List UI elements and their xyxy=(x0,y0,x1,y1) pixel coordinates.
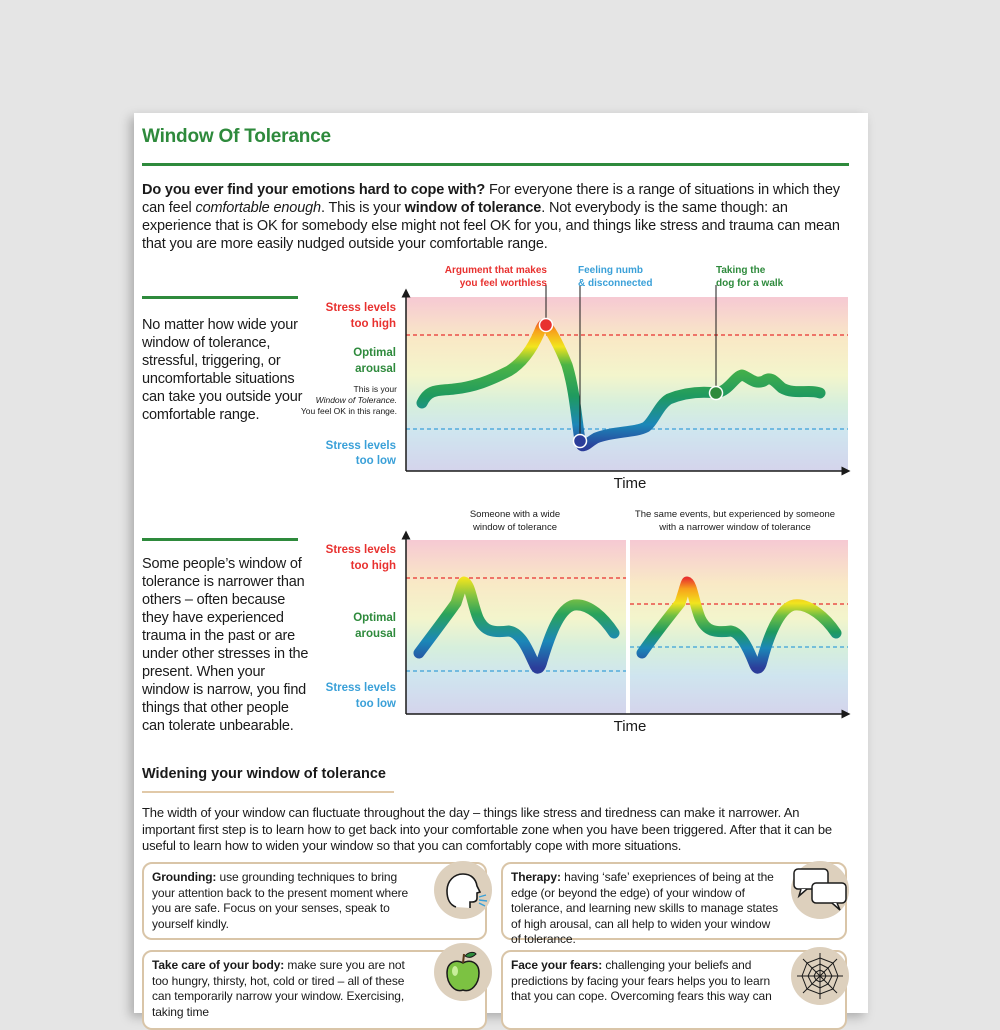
chart1-marker-green xyxy=(710,387,723,400)
chart1-note-1: This is your xyxy=(353,384,397,394)
apple-icon xyxy=(434,943,492,1001)
chart1-low-label-2: too low xyxy=(355,455,396,467)
window-of-tolerance-diagrams xyxy=(134,113,868,753)
chart1-annotation-green-2: dog for a walk xyxy=(716,278,784,289)
chart2-caption-left-1: Someone with a wide xyxy=(469,509,561,520)
tip-fears-text: challenging your beliefs and predictions by facing your fears helps you to learn that you can cope. Overcoming fears this way can xyxy=(511,958,772,1003)
intro-text-3: . Not everybody is the same though: an experience that is OK for somebody else might not feel OK for you, and things like stress and trauma can mean that you are more easily nudged outside your comfortable range. xyxy=(142,200,840,252)
intro-italic: comfortable enough xyxy=(195,200,321,216)
side-text-1: No matter how wide your window of tolerance, stressful, triggering, or uncomfortable situations can take you outside your comfortable range. xyxy=(142,317,303,423)
tip-fears-title: Face your fears: xyxy=(511,958,603,972)
chart1-opt-label-1: Optimal xyxy=(353,347,396,359)
tip-grounding-title: Grounding: xyxy=(152,870,217,884)
chart1-annotation-red-1: Argument that makes xyxy=(444,265,547,276)
intro-text-1: For everyone there is a range of situations in which they can feel xyxy=(142,182,840,216)
tip-therapy-title: Therapy: xyxy=(511,870,561,884)
section-title: Widening your window of tolerance xyxy=(142,766,386,782)
chart1-marker-red xyxy=(540,319,553,332)
chart2-caption-right-2: with a narrower window of tolerance xyxy=(659,522,811,533)
spider-web-icon xyxy=(791,947,849,1005)
chart1-annotation-green-1: Taking the xyxy=(716,265,766,276)
chart1-opt-label-2: arousal xyxy=(355,363,396,375)
chart1-note-2: Window of Tolerance. xyxy=(315,395,397,405)
side-text-2: Some people’s window of tolerance is narrower than others – often because they have experienced trauma in the past or are under other stresses in the present. When your window is narrow, you find things that other people can tolerate unbearable. xyxy=(142,556,309,734)
intro-lead: Do you ever find your emotions hard to cope with? xyxy=(142,182,486,198)
chart1-marker-blue xyxy=(574,435,587,448)
chart2-opt-label-1: Optimal xyxy=(353,612,396,624)
chart2-x-label: Time xyxy=(613,718,647,735)
chart1-x-label: Time xyxy=(613,475,647,492)
chart1-high-label-1: Stress levels xyxy=(325,302,396,314)
chart1-note-3: You feel OK in this range. xyxy=(300,406,397,416)
worksheet-page xyxy=(134,113,868,1019)
chart1-low-label-1: Stress levels xyxy=(325,440,396,452)
tip-grounding-text: use grounding techniques to bring your attention back to the present moment where you are safe. Focus on your senses, speak to yourself kindly. xyxy=(152,870,409,931)
chart2-high-label-2: too high xyxy=(350,560,396,572)
speech-bubbles-icon xyxy=(791,861,849,919)
chart2-caption-right-1: The same events, but experienced by someone xyxy=(634,509,836,520)
section-divider xyxy=(142,791,394,793)
chart2-low-label-2: too low xyxy=(355,698,396,710)
chart2-high-label-1: Stress levels xyxy=(325,544,396,556)
chart1-annotation-blue-2: & disconnected xyxy=(578,278,653,289)
head-breathing-icon xyxy=(434,861,492,919)
page-title: Window Of Tolerance xyxy=(142,126,331,147)
chart2-opt-label-2: arousal xyxy=(355,628,396,640)
chart1-high-label-2: too high xyxy=(350,318,396,330)
intro-bold-term: window of tolerance xyxy=(404,200,542,216)
tip-therapy-text: having ‘safe’ exepriences of being at the edge (or beyond the edge) of your window of tolerance, and learning new skills to manage states of high arousal, can all help to widen your window of tolerance. xyxy=(511,870,779,946)
chart1-annotation-red-2: you feel worthless xyxy=(459,278,547,289)
tip-body-text: make sure you are not too hungry, thirsty, hot, cold or tired – all of these can temporarily narrow your window. Exercising, taking time xyxy=(152,958,405,1019)
intro-text-2: . This is your xyxy=(320,200,405,216)
chart2-caption-left-2: window of tolerance xyxy=(473,522,557,533)
chart1-annotation-blue-1: Feeling numb xyxy=(578,265,643,276)
chart2-low-label-1: Stress levels xyxy=(325,682,396,694)
section-paragraph: The width of your window can fluctuate throughout the day – things like stress and tiredness can make it narrower. An important first step is to learn how to get back into your comfortable zone when you have been triggered. After that it can be useful to learn how to widen your window so that you can comfortably cope with more situations. xyxy=(142,805,833,853)
tip-body-title: Take care of your body: xyxy=(152,958,285,972)
